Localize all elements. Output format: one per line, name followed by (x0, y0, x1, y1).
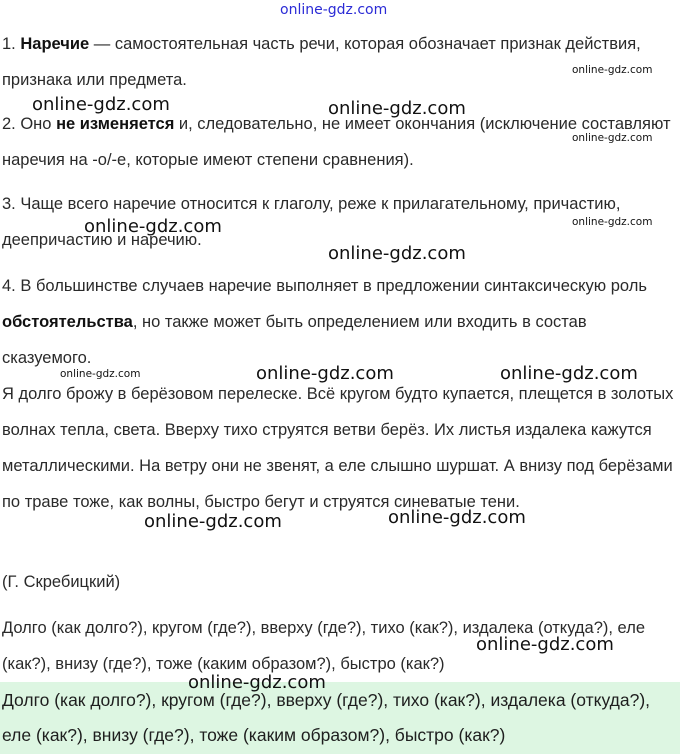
watermark: online-gdz.com (144, 511, 282, 532)
watermark: online-gdz.com (256, 363, 394, 384)
watermark: online-gdz.com (328, 98, 466, 119)
watermark: online-gdz.com (572, 64, 653, 76)
watermark: online-gdz.com (500, 363, 638, 384)
point-4 (2, 268, 678, 376)
watermark: online-gdz.com (388, 507, 526, 528)
point-text: , но также может быть определением или входить в состав сказуемого. (2, 313, 587, 367)
term-not-changeable: не изменяется (56, 115, 175, 133)
point-number: 4. (2, 277, 16, 295)
watermark: online-gdz.com (32, 94, 170, 115)
point-1 (2, 26, 678, 98)
watermark: online-gdz.com (84, 216, 222, 237)
point-text: Чаще всего наречие относится к глаголу, реже к прилагательному, причастию, деепричастию и наречию. (2, 195, 621, 249)
point-number: 2. (2, 115, 16, 133)
term-circumstance: обстоятельства (2, 313, 133, 331)
watermark: online-gdz.com (572, 132, 653, 144)
term-adverb: Наречие (20, 35, 90, 53)
watermark: online-gdz.com (188, 672, 326, 693)
adverbs-list: Долго (как долго?), кругом (где?), вверху (где?), тихо (как?), издалека (откуда?), еле (как?), внизу (где?), тоже (каким образом?), быстро (как?) (2, 619, 645, 673)
text-passage: Я долго брожу в берёзовом перелеске. Всё кругом будто купается, плещется в золотых волнах тепла, света. Вверху тихо струятся ветви берёз. Их листья издалека кажутся металлическими. На ветру они не звенят, а еле слышно шуршат. А внизу под берёзами по траве тоже, как волны, быстро бегут и струятся синеватые тени. (2, 385, 674, 511)
point-text: и, следовательно, не имеет окончания (исключение составляют наречия на -о/-е, которые имеют степени сравнения). (2, 115, 671, 169)
watermark: online-gdz.com (572, 216, 653, 228)
point-text-pre: В большинстве случаев наречие выполняет в предложении синтаксическую роль (15, 277, 647, 295)
author-credit: (Г. Скребицкий) (2, 573, 121, 591)
answer-text: Долго (как долго?), кругом (где?), вверху (где?), тихо (как?), издалека (откуда?), еле (как?), внизу (где?), тоже (каким образом?), быстро (как?) (2, 690, 651, 745)
point-number: 1. (2, 35, 16, 53)
point-text: — самостоятельная часть речи, которая обозначает признак действия, признака или предмета. (2, 35, 641, 89)
watermark-top: online-gdz.com (280, 2, 388, 18)
watermark: online-gdz.com (60, 368, 141, 380)
watermark: online-gdz.com (476, 634, 614, 655)
point-text-pre: Оно (15, 115, 57, 133)
watermark: online-gdz.com (328, 243, 466, 264)
point-number: 3. (2, 195, 16, 213)
